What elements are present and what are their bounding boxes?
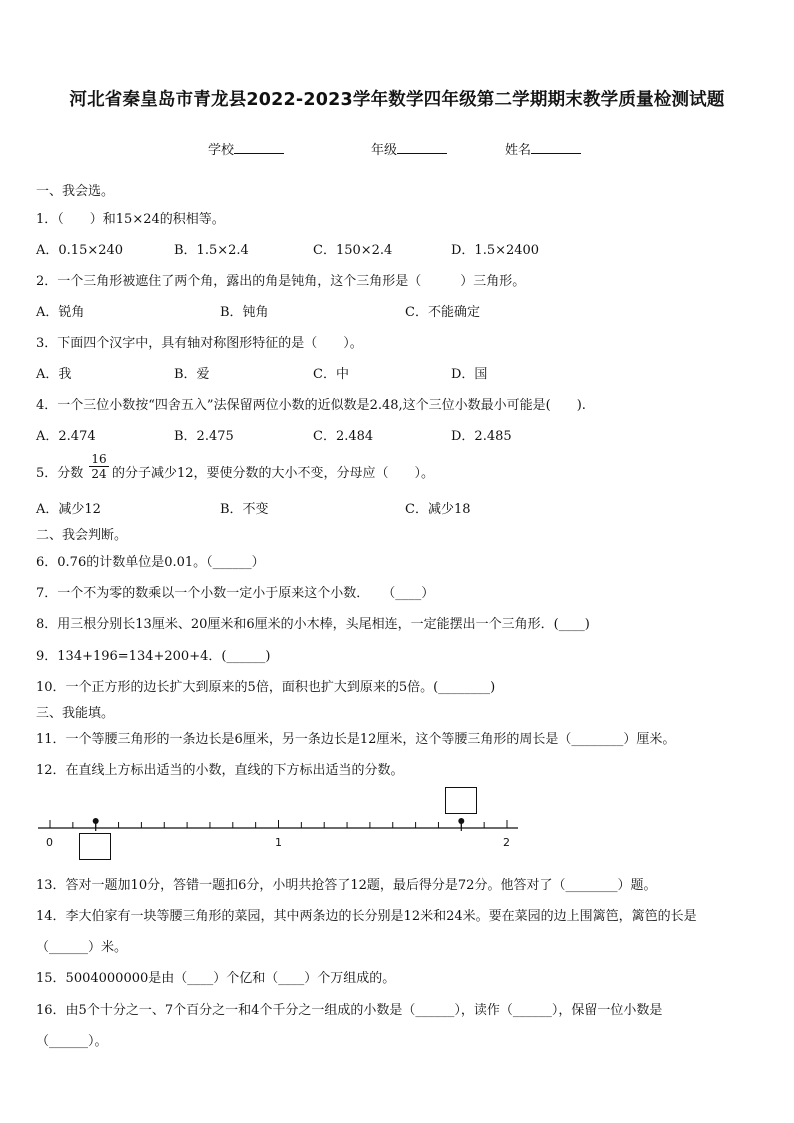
question-14-line-2: （______）米。 xyxy=(36,940,128,955)
school-label: 学校 xyxy=(208,143,235,158)
q3-option-a[interactable]: A．我 xyxy=(36,367,72,382)
section-1-heading: 一、我会选。 xyxy=(36,184,115,199)
name-label: 姓名 xyxy=(505,143,532,158)
question-1: 1．（ ）和15×24的积相等。 xyxy=(36,212,225,227)
question-10: 10．一个正方形的边长扩大到原来的5倍，面积也扩大到原来的5倍。(________) xyxy=(36,680,496,695)
question-12: 12．在直线上方标出适当的小数，直线的下方标出适当的分数。 xyxy=(36,763,404,778)
q4-option-c[interactable]: C．2.484 xyxy=(313,429,374,444)
q5-fraction-denominator: 24 xyxy=(89,466,109,481)
q1-option-d[interactable]: D．1.5×2400 xyxy=(451,243,540,258)
q5-fraction-numerator: 16 xyxy=(91,452,107,466)
section-2-heading: 二、我会判断。 xyxy=(36,528,128,543)
school-blank[interactable] xyxy=(234,141,284,154)
number-line xyxy=(0,780,794,870)
number-line-label-2: 2 xyxy=(503,836,510,849)
question-4: 4．一个三位小数按“四舍五入”法保留两位小数的近似数是2.48,这个三位小数最小可能是( ). xyxy=(36,398,586,413)
school-field xyxy=(208,139,284,158)
question-3: 3．下面四个汉字中，具有轴对称图形特征的是（ ）。 xyxy=(36,336,363,351)
question-11: 11．一个等腰三角形的一条边长是6厘米，另一条边长是12厘米，这个等腰三角形的周长是（________）厘米。 xyxy=(36,732,676,747)
q3-option-c[interactable]: C．中 xyxy=(313,367,349,382)
question-8: 8．用三根分别长13厘米、20厘米和6厘米的小木棒，头尾相连，一定能摆出一个三角形．(____) xyxy=(36,617,590,632)
answer-box-below[interactable] xyxy=(79,833,111,860)
question-5-prefix: 5．分数 xyxy=(36,466,84,481)
q5-option-b[interactable]: B．不变 xyxy=(220,502,269,517)
question-14-line-1: 14．李大伯家有一块等腰三角形的菜园，其中两条边的长分别是12米和24米。要在菜园的边上围篱笆，篱笆的长是 xyxy=(36,909,697,924)
section-3-heading: 三、我能填。 xyxy=(36,706,115,721)
grade-field xyxy=(371,139,447,158)
q3-option-d[interactable]: D．国 xyxy=(451,367,488,382)
grade-blank[interactable] xyxy=(397,141,447,154)
q4-option-a[interactable]: A．2.474 xyxy=(36,429,96,444)
question-9: 9．134+196=134+200+4．(______) xyxy=(36,649,271,664)
question-7: 7．一个不为零的数乘以一个小数一定小于原来这个小数． （____） xyxy=(36,586,435,601)
page-title: 河北省秦皇岛市青龙县2022-2023学年数学四年级第二学期期末教学质量检测试题 xyxy=(69,90,725,110)
q1-option-c[interactable]: C．150×2.4 xyxy=(313,243,393,258)
question-6: 6．0.76的计数单位是0.01。（______） xyxy=(36,555,265,570)
number-line-label-1: 1 xyxy=(275,836,282,849)
number-line-ticks xyxy=(38,818,518,831)
grade-label: 年级 xyxy=(371,143,398,158)
q5-option-a[interactable]: A．减少12 xyxy=(36,502,101,517)
question-15: 15．5004000000是由（____）个亿和（____）个万组成的。 xyxy=(36,971,396,986)
question-5-suffix: 的分子减少12，要使分数的大小不变，分母应（ ）。 xyxy=(112,466,435,481)
number-line-label-0: 0 xyxy=(46,836,53,849)
q1-option-b[interactable]: B．1.5×2.4 xyxy=(174,243,249,258)
q4-option-d[interactable]: D．2.485 xyxy=(451,429,512,444)
q5-fraction xyxy=(89,452,109,481)
name-field xyxy=(505,139,581,158)
q4-option-b[interactable]: B．2.475 xyxy=(174,429,234,444)
q2-option-b[interactable]: B．钝角 xyxy=(220,305,269,320)
q5-option-c[interactable]: C．减少18 xyxy=(405,502,471,517)
q2-option-c[interactable]: C．不能确定 xyxy=(405,305,480,320)
answer-box-above[interactable] xyxy=(445,787,477,814)
question-2: 2．一个三角形被遮住了两个角，露出的角是钝角，这个三角形是（ ）三角形。 xyxy=(36,274,526,289)
question-13: 13．答对一题加10分，答错一题扣6分，小明共抢答了12题，最后得分是72分。他答对了（________）题。 xyxy=(36,878,657,893)
q2-option-a[interactable]: A．锐角 xyxy=(36,305,85,320)
question-16-line-1: 16．由5个十分之一、7个百分之一和4个千分之一组成的小数是（______），读作（______），保留一位小数是 xyxy=(36,1003,663,1018)
name-blank[interactable] xyxy=(531,141,581,154)
marked-point-2 xyxy=(458,818,464,824)
q1-option-a[interactable]: A．0.15×240 xyxy=(36,243,124,258)
q3-option-b[interactable]: B．爱 xyxy=(174,367,210,382)
question-16-line-2: （______）。 xyxy=(36,1034,108,1049)
marked-point-1 xyxy=(93,818,99,824)
